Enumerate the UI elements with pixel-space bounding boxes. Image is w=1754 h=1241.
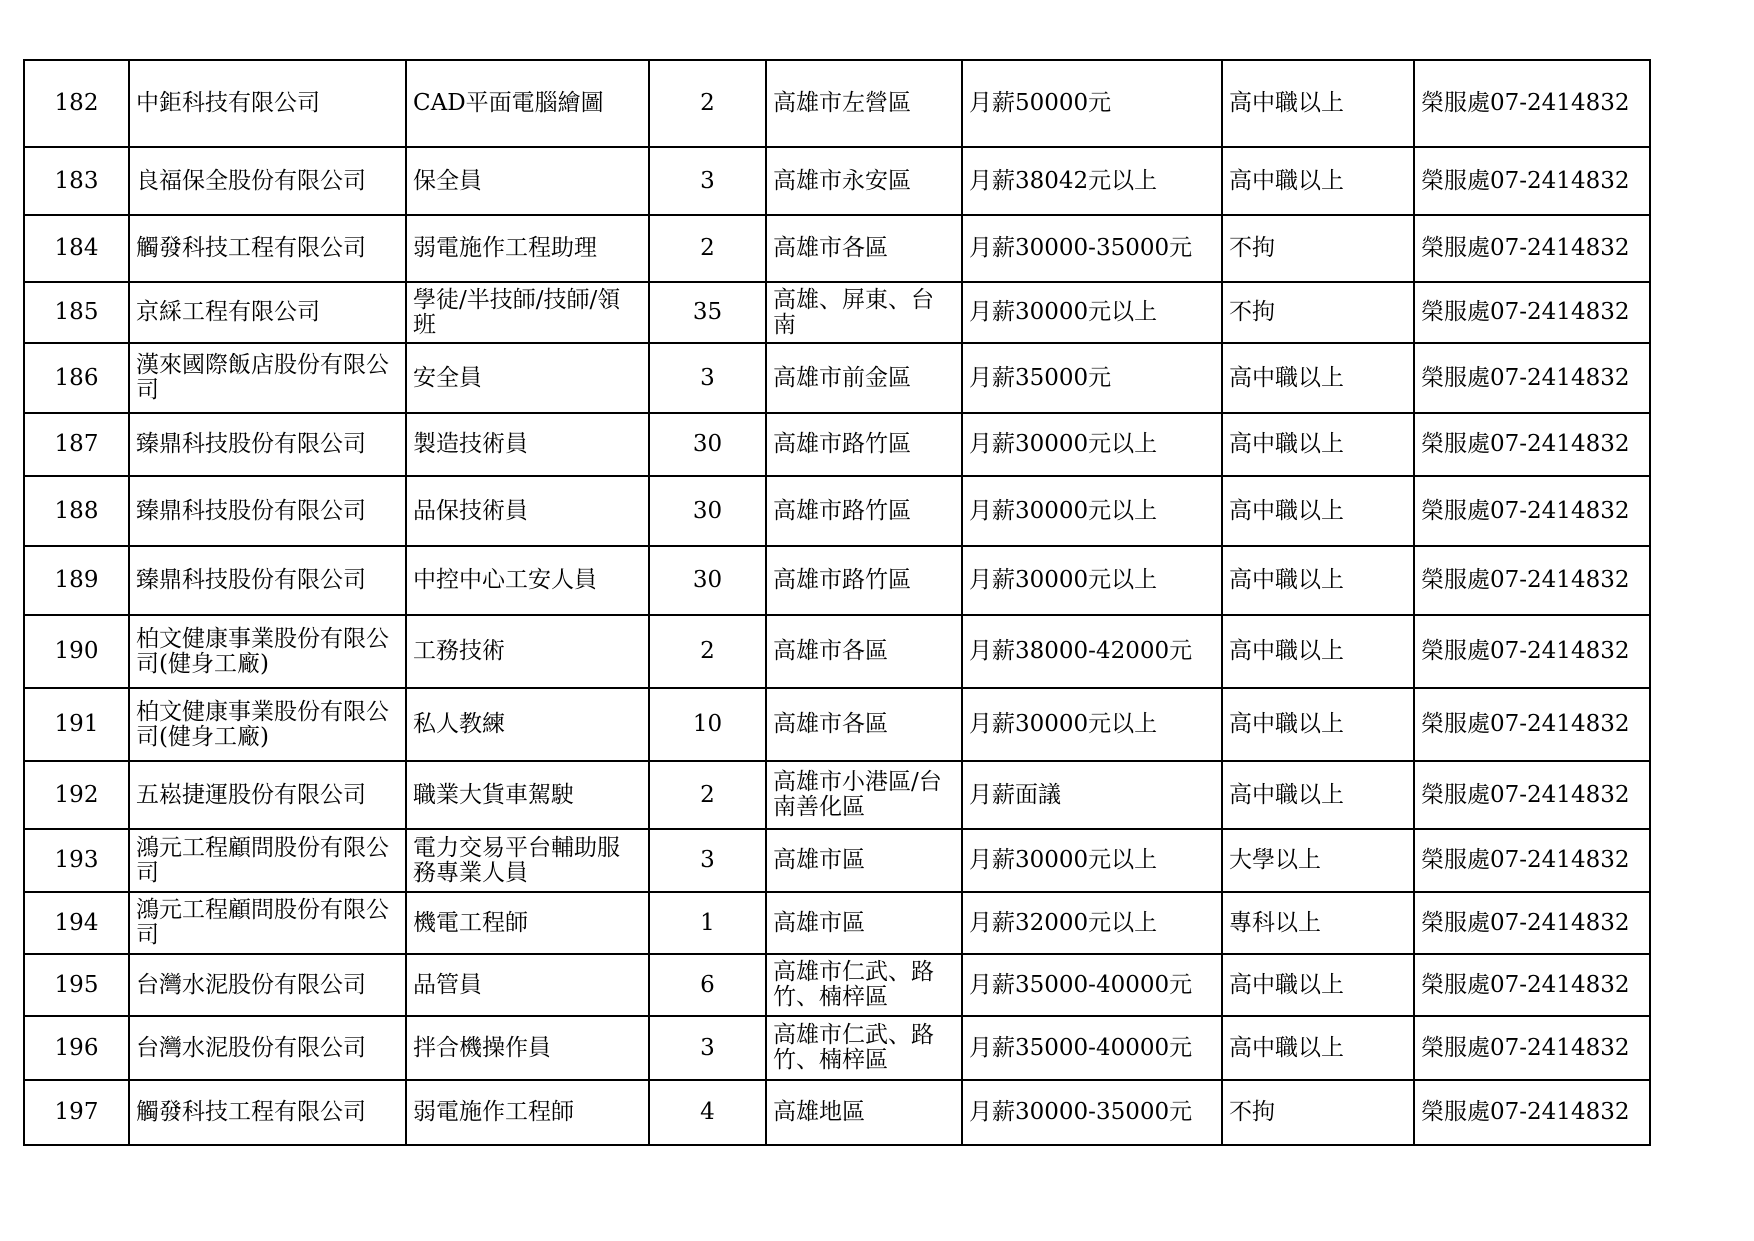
salary-cell: 月薪30000元以上 — [962, 413, 1222, 476]
company-name-cell: 漢來國際飯店股份有限公司 — [129, 343, 406, 413]
headcount-cell: 30 — [649, 413, 766, 476]
job-table-body — [24, 60, 1650, 1145]
row-number-cell: 197 — [24, 1080, 129, 1145]
company-name-cell: 台灣水泥股份有限公司 — [129, 954, 406, 1016]
work-location-cell: 高雄市路竹區 — [766, 546, 962, 615]
education-requirement-cell: 不拘 — [1222, 282, 1414, 343]
row-number-cell: 190 — [24, 615, 129, 688]
education-requirement-cell: 高中職以上 — [1222, 954, 1414, 1016]
company-name-cell: 台灣水泥股份有限公司 — [129, 1016, 406, 1080]
salary-cell: 月薪32000元以上 — [962, 892, 1222, 954]
work-location-cell: 高雄市各區 — [766, 615, 962, 688]
company-name-cell: 中鉅科技有限公司 — [129, 60, 406, 147]
contact-info-cell: 榮服處07-2414832 — [1414, 954, 1650, 1016]
headcount-cell: 2 — [649, 761, 766, 829]
contact-info-cell: 榮服處07-2414832 — [1414, 60, 1650, 147]
salary-cell: 月薪30000元以上 — [962, 688, 1222, 761]
work-location-cell: 高雄市小港區/台南善化區 — [766, 761, 962, 829]
row-number-cell: 183 — [24, 147, 129, 215]
job-title-cell: 中控中心工安人員 — [406, 546, 649, 615]
headcount-cell: 3 — [649, 1016, 766, 1080]
company-name-cell: 臻鼎科技股份有限公司 — [129, 413, 406, 476]
table-row — [24, 892, 1650, 954]
education-requirement-cell: 高中職以上 — [1222, 546, 1414, 615]
salary-cell: 月薪50000元 — [962, 60, 1222, 147]
company-name-cell: 鴻元工程顧問股份有限公司 — [129, 892, 406, 954]
education-requirement-cell: 高中職以上 — [1222, 688, 1414, 761]
table-row — [24, 829, 1650, 892]
job-title-cell: CAD平面電腦繪圖 — [406, 60, 649, 147]
salary-cell: 月薪30000-35000元 — [962, 1080, 1222, 1145]
company-name-cell: 鴻元工程顧問股份有限公司 — [129, 829, 406, 892]
company-name-cell: 臻鼎科技股份有限公司 — [129, 546, 406, 615]
education-requirement-cell: 高中職以上 — [1222, 1016, 1414, 1080]
contact-info-cell: 榮服處07-2414832 — [1414, 282, 1650, 343]
work-location-cell: 高雄市各區 — [766, 688, 962, 761]
headcount-cell: 3 — [649, 147, 766, 215]
contact-info-cell: 榮服處07-2414832 — [1414, 147, 1650, 215]
work-location-cell: 高雄市左營區 — [766, 60, 962, 147]
education-requirement-cell: 專科以上 — [1222, 892, 1414, 954]
work-location-cell: 高雄市區 — [766, 892, 962, 954]
table-row — [24, 147, 1650, 215]
salary-cell: 月薪面議 — [962, 761, 1222, 829]
row-number-cell: 193 — [24, 829, 129, 892]
job-title-cell: 品管員 — [406, 954, 649, 1016]
headcount-cell: 30 — [649, 476, 766, 546]
headcount-cell: 2 — [649, 60, 766, 147]
table-row — [24, 615, 1650, 688]
work-location-cell: 高雄、屏東、台南 — [766, 282, 962, 343]
row-number-cell: 195 — [24, 954, 129, 1016]
job-title-cell: 拌合機操作員 — [406, 1016, 649, 1080]
salary-cell: 月薪38042元以上 — [962, 147, 1222, 215]
job-title-cell: 保全員 — [406, 147, 649, 215]
row-number-cell: 185 — [24, 282, 129, 343]
headcount-cell: 1 — [649, 892, 766, 954]
salary-cell: 月薪35000-40000元 — [962, 954, 1222, 1016]
contact-info-cell: 榮服處07-2414832 — [1414, 413, 1650, 476]
salary-cell: 月薪30000元以上 — [962, 546, 1222, 615]
education-requirement-cell: 不拘 — [1222, 1080, 1414, 1145]
table-row — [24, 954, 1650, 1016]
job-title-cell: 安全員 — [406, 343, 649, 413]
salary-cell: 月薪30000元以上 — [962, 829, 1222, 892]
job-title-cell: 品保技術員 — [406, 476, 649, 546]
job-title-cell: 弱電施作工程師 — [406, 1080, 649, 1145]
work-location-cell: 高雄地區 — [766, 1080, 962, 1145]
contact-info-cell: 榮服處07-2414832 — [1414, 1016, 1650, 1080]
salary-cell: 月薪35000-40000元 — [962, 1016, 1222, 1080]
table-row — [24, 761, 1650, 829]
job-title-cell: 弱電施作工程助理 — [406, 215, 649, 282]
row-number-cell: 192 — [24, 761, 129, 829]
row-number-cell: 188 — [24, 476, 129, 546]
job-title-cell: 電力交易平台輔助服務專業人員 — [406, 829, 649, 892]
education-requirement-cell: 高中職以上 — [1222, 615, 1414, 688]
headcount-cell: 30 — [649, 546, 766, 615]
work-location-cell: 高雄市路竹區 — [766, 413, 962, 476]
company-name-cell: 京綵工程有限公司 — [129, 282, 406, 343]
job-listing-table — [23, 59, 1651, 1146]
work-location-cell: 高雄市路竹區 — [766, 476, 962, 546]
salary-cell: 月薪30000-35000元 — [962, 215, 1222, 282]
contact-info-cell: 榮服處07-2414832 — [1414, 215, 1650, 282]
education-requirement-cell: 高中職以上 — [1222, 343, 1414, 413]
contact-info-cell: 榮服處07-2414832 — [1414, 343, 1650, 413]
company-name-cell: 觸發科技工程有限公司 — [129, 1080, 406, 1145]
salary-cell: 月薪30000元以上 — [962, 476, 1222, 546]
table-row — [24, 546, 1650, 615]
row-number-cell: 196 — [24, 1016, 129, 1080]
table-row — [24, 343, 1650, 413]
contact-info-cell: 榮服處07-2414832 — [1414, 476, 1650, 546]
headcount-cell: 6 — [649, 954, 766, 1016]
company-name-cell: 良福保全股份有限公司 — [129, 147, 406, 215]
work-location-cell: 高雄市永安區 — [766, 147, 962, 215]
headcount-cell: 3 — [649, 829, 766, 892]
work-location-cell: 高雄市區 — [766, 829, 962, 892]
row-number-cell: 194 — [24, 892, 129, 954]
education-requirement-cell: 高中職以上 — [1222, 60, 1414, 147]
headcount-cell: 3 — [649, 343, 766, 413]
company-name-cell: 柏文健康事業股份有限公司(健身工廠) — [129, 688, 406, 761]
table-row — [24, 1016, 1650, 1080]
contact-info-cell: 榮服處07-2414832 — [1414, 615, 1650, 688]
table-row — [24, 282, 1650, 343]
row-number-cell: 191 — [24, 688, 129, 761]
job-title-cell: 製造技術員 — [406, 413, 649, 476]
education-requirement-cell: 高中職以上 — [1222, 761, 1414, 829]
table-row — [24, 476, 1650, 546]
job-title-cell: 學徒/半技師/技師/領班 — [406, 282, 649, 343]
contact-info-cell: 榮服處07-2414832 — [1414, 829, 1650, 892]
company-name-cell: 柏文健康事業股份有限公司(健身工廠) — [129, 615, 406, 688]
contact-info-cell: 榮服處07-2414832 — [1414, 688, 1650, 761]
headcount-cell: 4 — [649, 1080, 766, 1145]
row-number-cell: 184 — [24, 215, 129, 282]
row-number-cell: 189 — [24, 546, 129, 615]
headcount-cell: 35 — [649, 282, 766, 343]
job-title-cell: 私人教練 — [406, 688, 649, 761]
contact-info-cell: 榮服處07-2414832 — [1414, 761, 1650, 829]
row-number-cell: 187 — [24, 413, 129, 476]
headcount-cell: 2 — [649, 615, 766, 688]
education-requirement-cell: 高中職以上 — [1222, 476, 1414, 546]
row-number-cell: 182 — [24, 60, 129, 147]
salary-cell: 月薪30000元以上 — [962, 282, 1222, 343]
contact-info-cell: 榮服處07-2414832 — [1414, 1080, 1650, 1145]
table-row — [24, 688, 1650, 761]
work-location-cell: 高雄市各區 — [766, 215, 962, 282]
headcount-cell: 10 — [649, 688, 766, 761]
job-title-cell: 職業大貨車駕駛 — [406, 761, 649, 829]
salary-cell: 月薪35000元 — [962, 343, 1222, 413]
company-name-cell: 臻鼎科技股份有限公司 — [129, 476, 406, 546]
company-name-cell: 觸發科技工程有限公司 — [129, 215, 406, 282]
education-requirement-cell: 大學以上 — [1222, 829, 1414, 892]
contact-info-cell: 榮服處07-2414832 — [1414, 892, 1650, 954]
table-row — [24, 413, 1650, 476]
education-requirement-cell: 不拘 — [1222, 215, 1414, 282]
job-title-cell: 機電工程師 — [406, 892, 649, 954]
work-location-cell: 高雄市仁武、路竹、楠梓區 — [766, 954, 962, 1016]
salary-cell: 月薪38000-42000元 — [962, 615, 1222, 688]
table-row — [24, 215, 1650, 282]
work-location-cell: 高雄市仁武、路竹、楠梓區 — [766, 1016, 962, 1080]
education-requirement-cell: 高中職以上 — [1222, 413, 1414, 476]
job-title-cell: 工務技術 — [406, 615, 649, 688]
education-requirement-cell: 高中職以上 — [1222, 147, 1414, 215]
contact-info-cell: 榮服處07-2414832 — [1414, 546, 1650, 615]
table-row — [24, 60, 1650, 147]
work-location-cell: 高雄市前金區 — [766, 343, 962, 413]
headcount-cell: 2 — [649, 215, 766, 282]
table-row — [24, 1080, 1650, 1145]
company-name-cell: 五崧捷運股份有限公司 — [129, 761, 406, 829]
row-number-cell: 186 — [24, 343, 129, 413]
